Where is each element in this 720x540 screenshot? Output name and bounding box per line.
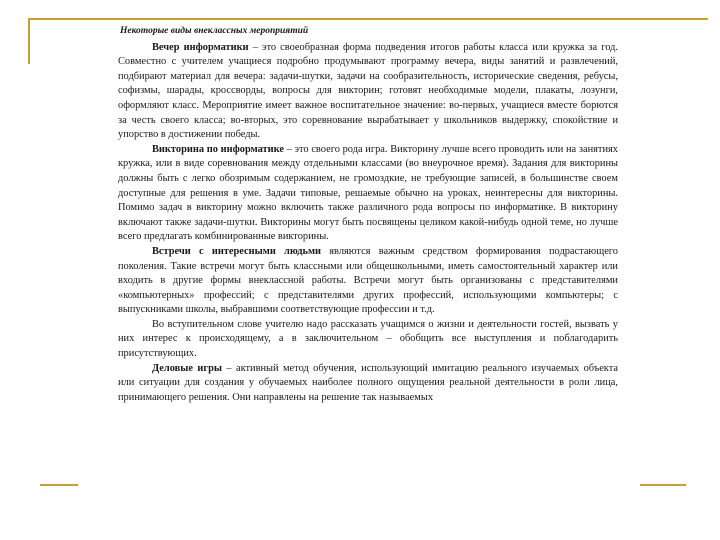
term-business-games: Деловые игры xyxy=(152,362,222,374)
paragraph-intro-speech xyxy=(118,318,618,362)
paragraph-evening xyxy=(118,41,618,143)
paragraph-meetings xyxy=(118,245,618,318)
paragraph-text: – это своего рода игра. Викторину лучше всего проводить или на занятиях кружка, или в виде соревнования между отдельными классами (во внеурочное время). Задания для викторины должны быть с легко обозримым содержанием, не громоздкие, не требующие записей, в большинстве своем доступные для решения в уме. Задачи типовые, решаемые обычно на уроках, неинтересны для викторины. Помимо задач в викторину можно включить также различного рода вопросы по информатике. В викторину включают также задачи-шутки. Викторины могут быть посвящены целиком какой-нибудь одной теме, но лучше всего предлагать комбинированные викторины. xyxy=(118,143,618,243)
paragraph-text: Во вступительном слове учителю надо рассказать учащимся о жизни и деятельности гостей, вызвать у них интерес к происходящему, а в заключительном – обобщить все выступления и поблагодарить присутствующих. xyxy=(118,318,618,360)
paragraph-text: – активный метод обучения, использующий имитацию реального изучаемых объекта или ситуации для создания у обучаемых наиболее полного ощущения реальной деятельности в роли лица, принимающего решения. Они направлены на решение так называемых xyxy=(118,362,618,403)
term-quiz: Викторина по информатике xyxy=(152,143,284,155)
term-evening: Вечер информатики xyxy=(152,41,249,53)
document-page xyxy=(118,24,618,524)
paragraph-business-games xyxy=(118,362,618,406)
bottom-left-rule xyxy=(40,484,78,486)
paragraph-text: являются важным средством формирования подрастающего поколения. Такие встречи могут быть классными или общешкольными, иметь самостоятельный характер или входить в другие формы внеклассной работы. Встречи могут быть организованы с представителями «компьютерных» профессий; с представителями других профессий, использующими компьютеры; с выпускниками школы, выбравшими соответствующие профессии и т.д. xyxy=(118,245,618,316)
left-rule xyxy=(28,18,30,64)
paragraph-quiz xyxy=(118,143,618,245)
paragraph-text: – это своеобразная форма подведения итогов работы класса или кружка за год. Совместно с учителем учащиеся подробно продумывают программу вечера, виды занятий и развлечений, подбирают материал для вечера: задачи-шутки, задачи на сообразительность, исторические сведения, ребусы, софизмы, шарады, кроссворды, вопросы для викторин; готовят необходимые модели, плакаты, лозунги, оформляют класс. Мероприятие имеет важное воспитательное значение: во-первых, учащиеся вместе борются за честь своего класса; во-вторых, это соревнование вырабатывает у школьников выдержку, спокойствие и упорство в достижении победы. xyxy=(118,41,618,141)
bottom-right-rule xyxy=(640,484,686,486)
top-rule xyxy=(28,18,708,20)
document-title: Некоторые виды внеклассных мероприятий xyxy=(120,26,309,36)
term-meetings: Встречи с интересными людьми xyxy=(152,245,322,257)
